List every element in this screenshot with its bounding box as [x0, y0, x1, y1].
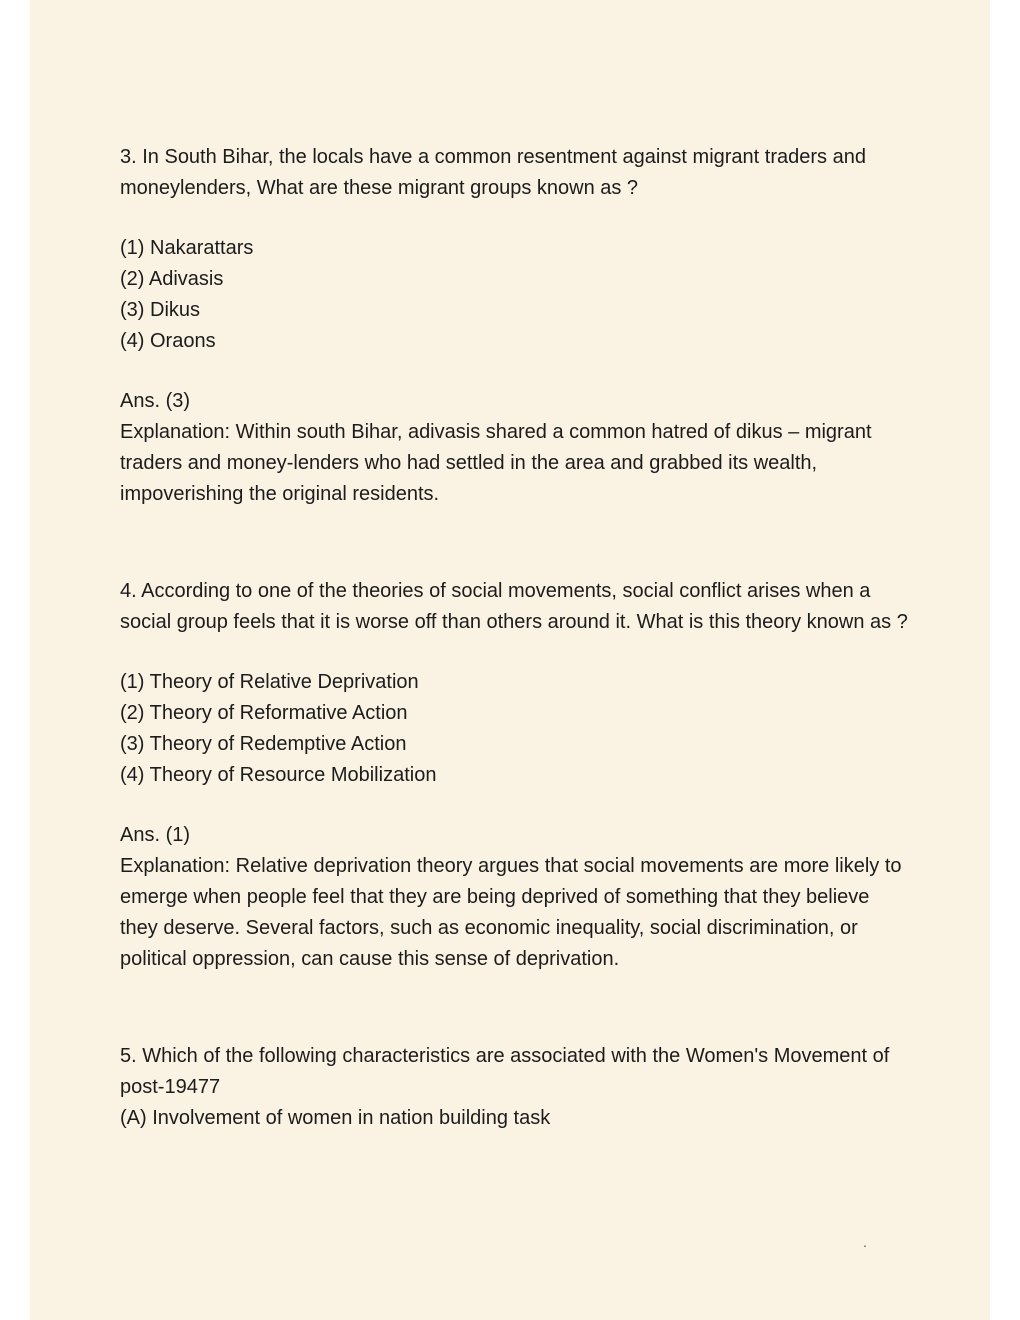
question-3-option-2: (2) Adivasis [120, 268, 224, 290]
question-4-option-2: (2) Theory of Reformative Action [120, 702, 408, 724]
question-4-text: 4. According to one of the theories of social movements, social conflict arises when a social group feels that it is worse off than others around it. What is this theory known as ? [120, 580, 908, 633]
question-3-explanation: Explanation: Within south Bihar, adivasis shared a common hatred of dikus – migrant traders and money-lenders who had settled in the area and grabbed its wealth, impoverishing the original residents. [120, 421, 872, 505]
question-4-option-3: (3) Theory of Redemptive Action [120, 733, 407, 755]
question-5-option-a: (A) Involvement of women in nation building task [120, 1107, 551, 1129]
question-4-explanation: Explanation: Relative deprivation theory argues that social movements are more likely to emerge when people feel that they are being deprived of something that they believe they deserve. Several factors, such as economic inequality, social discrimination, or political oppression, can cause this sense of deprivation. [120, 855, 902, 970]
document-page [30, 0, 990, 1320]
question-3-options [120, 233, 910, 357]
question-4-answer: Ans. (1) [120, 824, 191, 846]
question-3-answer: Ans. (3) [120, 390, 191, 412]
question-3-option-4: (4) Oraons [120, 330, 216, 352]
question-5-text: 5. Which of the following characteristics are associated with the Women's Movement of post-19477 [120, 1045, 890, 1098]
question-3-text: 3. In South Bihar, the locals have a common resentment against migrant traders and moneylenders, What are these migrant groups known as ? [120, 146, 866, 199]
question-4-option-4: (4) Theory of Resource Mobilization [120, 764, 437, 786]
question-4-option-1: (1) Theory of Relative Deprivation [120, 671, 419, 693]
page-content [120, 142, 910, 1134]
stray-period-mark: . [863, 1234, 867, 1250]
question-4-options [120, 667, 910, 791]
question-3-option-1: (1) Nakarattars [120, 237, 254, 259]
question-3-option-3: (3) Dikus [120, 299, 201, 321]
